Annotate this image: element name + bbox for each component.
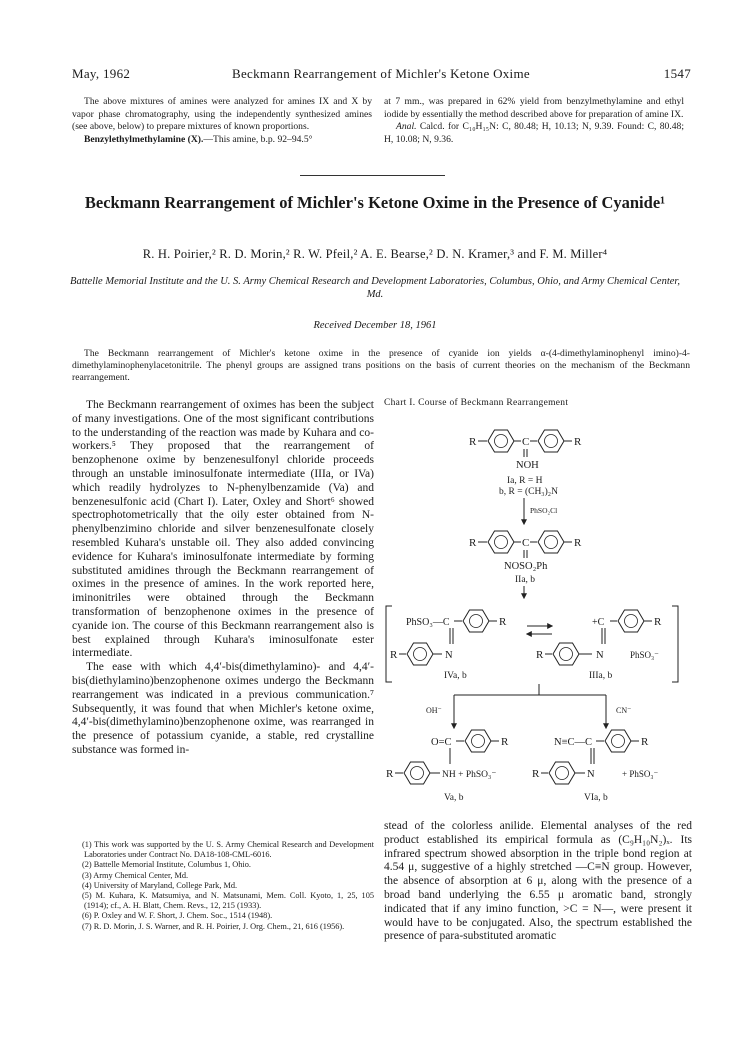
carbon: C xyxy=(522,537,530,549)
anal-label: Anal. xyxy=(396,121,417,133)
reaction-scheme-drawing xyxy=(384,412,692,808)
preceding-paragraph-continued: at 7 mm., was prepared in 62% yield from benzylmethylamine and ethyl iodide by essentially the method described above for preparation of amine IX. xyxy=(384,96,684,120)
hydroxide-reagent: OH⁻ xyxy=(426,706,442,715)
reaction-scheme xyxy=(384,398,692,808)
compound-heading: Benzylethylmethylamine (X). xyxy=(84,133,204,145)
article-divider xyxy=(300,175,445,176)
compound-III-label: IIIa, b xyxy=(589,671,613,681)
r-group: R xyxy=(536,649,544,661)
footnotes xyxy=(72,840,374,932)
nitrile-carbon: N≡C—C xyxy=(554,737,593,748)
cyanide-reagent: CN⁻ xyxy=(616,706,632,715)
sulfonyl-carbon: PhSO₃—C xyxy=(406,617,450,628)
compound-description: —This amine, b.p. 92–94.5° xyxy=(203,133,313,145)
elemental-analysis: Calcd. for C₁₀H₁₅N: C, 80.48; H, 10.13; N, 9.39. Found: C, 80.48; H, 10.08; N, 9.36. xyxy=(384,121,684,145)
footnote: (4) University of Maryland, College Park, Md. xyxy=(82,880,238,890)
amide-products: NH + PhSO₃⁻ xyxy=(442,770,497,780)
footnote: (7) R. D. Morin, J. S. Warner, and R. H. Poirier, J. Org. Chem., 21, 616 (1956). xyxy=(82,921,345,931)
body-right-column xyxy=(384,820,692,944)
nitrogen: N xyxy=(445,650,453,661)
r-group: R xyxy=(499,616,507,628)
carbon: C xyxy=(522,436,530,448)
compound-VI-label: VIa, b xyxy=(584,793,608,803)
abstract-text: The Beckmann rearrangement of Michler's ketone oxime in the presence of cyanide ion yields α-(4-dimethylaminophenyl imino)-4-dimethylaminophenylacetonitrile. The phenyl groups are assigned trans positions on the basis of current theories on the mechanism of the Beckmann rearrangement. xyxy=(72,348,690,383)
reagent-label: PhSO₂Cl xyxy=(530,506,558,515)
right-bracket xyxy=(672,606,678,682)
sulfonate-group: NOSO₂Ph xyxy=(504,561,548,572)
preceding-left-column xyxy=(72,96,372,146)
compound-I-label: b, R = (CH₃)₂N xyxy=(499,487,558,497)
r-group: R xyxy=(469,436,477,448)
compound-II xyxy=(469,531,582,585)
carbocation: +C xyxy=(592,617,605,628)
compound-IV xyxy=(390,610,507,681)
compound-VI xyxy=(532,730,658,803)
r-group: R xyxy=(386,768,394,780)
preceding-right-column xyxy=(384,96,684,146)
compound-III xyxy=(536,610,662,681)
affiliation: Battelle Memorial Institute and the U. S. Army Chemical Research and Development Laboratories, Columbus, Ohio, and Army Chemical Center, Md. xyxy=(70,276,680,300)
chart-caption: Chart I. Course of Beckmann Rearrangement xyxy=(384,398,569,408)
oxime-group: NOH xyxy=(516,460,539,471)
body-left-column xyxy=(72,399,374,758)
compound-I xyxy=(469,430,582,497)
footnote: (5) M. Kuhara, K. Matsumiya, and N. Matsunami, Mem. Coll. Kyoto, 1, 25, 105 (1914); cf., A. H. Blatt, Chem. Revs., 12, 215 (1933). xyxy=(82,891,374,911)
footnote: (3) Army Chemical Center, Md. xyxy=(82,870,189,880)
running-head xyxy=(72,66,691,84)
r-group: R xyxy=(654,616,662,628)
nitrogen: N xyxy=(596,650,604,661)
compound-V-label: Va, b xyxy=(444,793,464,803)
r-group: R xyxy=(641,736,649,748)
article-title: Beckmann Rearrangement of Michler's Ketone Oxime in the Presence of Cyanide¹ xyxy=(84,193,666,212)
r-group: R xyxy=(469,537,477,549)
received-date: Received December 18, 1961 xyxy=(313,320,437,331)
running-head-date: May, 1962 xyxy=(72,66,131,81)
left-bracket xyxy=(386,606,392,682)
carbonyl: O=C xyxy=(431,737,452,748)
nitrogen: N xyxy=(587,769,595,780)
compound-V xyxy=(386,730,509,803)
compound-IV-label: IVa, b xyxy=(444,671,467,681)
r-group: R xyxy=(574,537,582,549)
byproduct: + PhSO₃⁻ xyxy=(622,769,659,779)
compound-II-label: IIa, b xyxy=(515,575,536,585)
compound-I-label: Ia, R = H xyxy=(507,476,543,486)
counter-ion: PhSO₃⁻ xyxy=(630,650,659,660)
r-group: R xyxy=(574,436,582,448)
body-paragraph-2: The ease with which 4,4′-bis(dimethylamino)- and 4,4′-bis(diethylamino)benzophenone oximes undergo the Beckmann rearrangement was indicated in a previous communication.⁷ Subsequently, it was found that when Michler's ketone oxime, 4,4′-bis(dimethylamino)benzophenone oxime, was rearranged in the presence of potassium cyanide, a stable, red crystalline substance was formed in- xyxy=(72,661,374,756)
abstract xyxy=(72,348,690,384)
running-head-title: Beckmann Rearrangement of Michler's Ketone Oxime xyxy=(232,66,530,81)
footnote: (1) This work was supported by the U. S. Army Chemical Research and Development Laboratories under Contract No. DA18-108-CML-6016. xyxy=(82,840,374,860)
preceding-paragraph: The above mixtures of amines were analyzed for amines IX and X by vapor phase chromatography, using the independently synthesized amines (see above, below) to prepare mixtures of known proportions. xyxy=(72,96,372,133)
r-group: R xyxy=(532,768,540,780)
body-paragraph-continued: stead of the colorless anilide. Elemental analyses of the red product established its empirical formula as (C₉H₁₀N₂)ₓ. Its infrared spectrum showed absorption in the triple bond region at 4.54 μ, suggestive of a highly stretched —C≡N group. However, the absence of absorption at 6 μ, along with the presence of a broad band underlying the 6.55 μ aromatic band, strongly indicated that if any imino function, >C = N—, were present it would have to be conjugated. Also, the spectrum established the presence of para-substituted aromatic xyxy=(384,820,692,943)
r-group: R xyxy=(390,649,398,661)
footnote: (6) P. Oxley and W. F. Short, J. Chem. Soc., 1514 (1948). xyxy=(82,911,273,921)
footnote: (2) Battelle Memorial Institute, Columbus 1, Ohio. xyxy=(82,860,251,870)
body-paragraph-1: The Beckmann rearrangement of oximes has been the subject of many investigations. One of the most significant contributions to the understanding of the reaction was made by Kuhara and co-workers.⁵ They proposed that the rearrangement of benzophenone oxime by benzenesulfonyl chloride proceeds through an unstable iminosulfonate intermediate (IIIa, or IVa) which readily hydrolyzes to N-phenylbenzamide (Va) and benzenesulfonic acid (Chart I). Later, Oxley and Short⁶ showed spectrophotometrically that the oily ester obtained from N-phenylbenzimino chloride and silver benzenesulfonate closely resembled Kuhara's unstable oil. They also added convincing evidence for Kuhara's iminosulfonate intermediate by forming substituted amidines through the Beckmann rearrangement of oximes in the presence of amines. In the work reported here, iminonitriles were obtained through the Beckmann transformation of benzophenone oximes in the presence of cyanide ion. The course of this Beckmann rearrangement also is best explained through Kuhara's iminosulfonate ester intermediate. xyxy=(72,399,374,660)
r-group: R xyxy=(501,736,509,748)
page-number: 1547 xyxy=(663,66,691,81)
author-list: R. H. Poirier,² R. D. Morin,² R. W. Pfeil,² A. E. Bearse,² D. N. Kramer,³ and F. M. Miller⁴ xyxy=(142,247,608,261)
